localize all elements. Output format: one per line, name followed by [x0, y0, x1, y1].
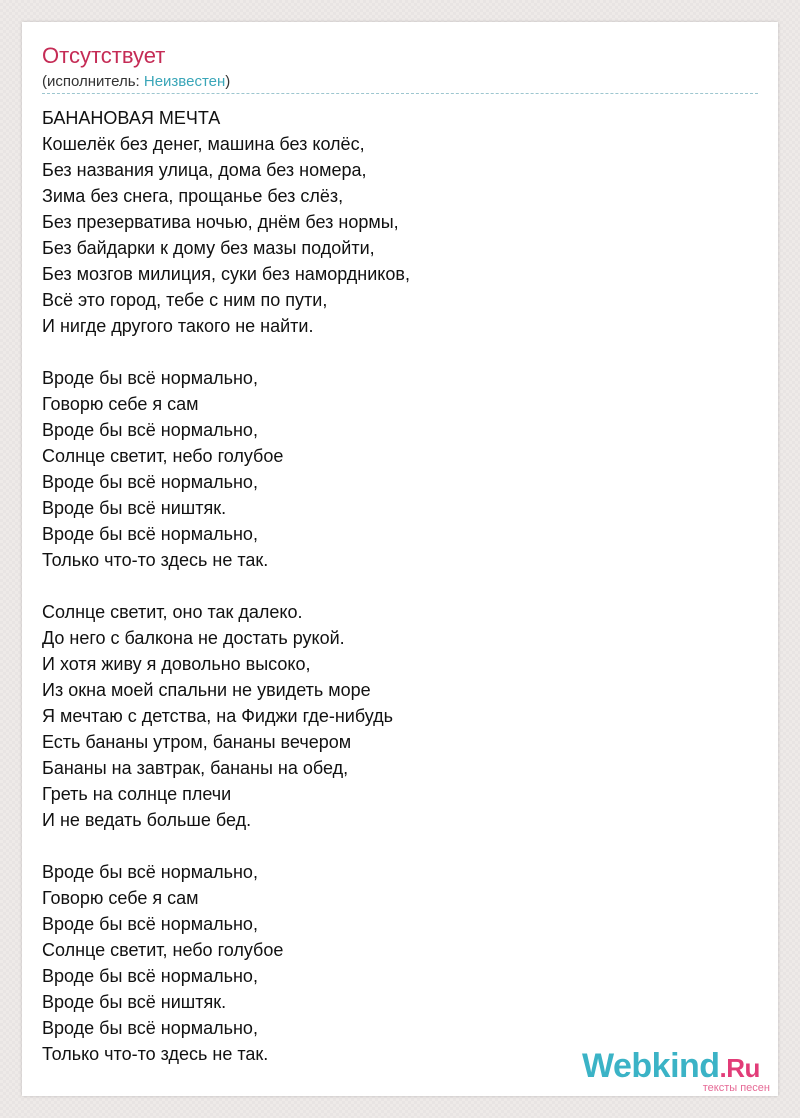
lyric-line: Вроде бы всё ништяк.	[42, 498, 227, 518]
site-watermark	[582, 1046, 776, 1096]
lyrics-card	[22, 22, 778, 1096]
lyric-line: И хотя живу я довольно высоко,	[42, 654, 311, 674]
lyric-line: Бананы на завтрак, бананы на обед,	[42, 758, 349, 778]
lyric-line: Вроде бы всё нормально,	[42, 966, 258, 986]
artist-suffix: )	[225, 73, 231, 90]
lyric-line: И нигде другого такого не найти.	[42, 316, 314, 336]
title-divider	[42, 93, 758, 94]
lyric-line: Вроде бы всё нормально,	[42, 472, 258, 492]
lyric-line: Вроде бы всё нормально,	[42, 368, 258, 388]
lyric-line: Солнце светит, оно так далеко.	[42, 602, 303, 622]
lyric-line: Только что-то здесь не так.	[42, 1044, 269, 1064]
song-title: Отсутствует	[42, 43, 166, 68]
lyric-line: Без презерватива ночью, днём без нормы,	[42, 212, 399, 232]
lyric-line: Всё это город, тебе с ним по пути,	[42, 290, 328, 310]
lyric-line: Вроде бы всё нормально,	[42, 914, 258, 934]
lyric-line: До него с балкона не достать рукой.	[42, 628, 345, 648]
stanza-gap	[42, 833, 758, 859]
artist-link[interactable]: Неизвестен	[143, 73, 226, 90]
lyric-line: Кошелёк без денег, машина без колёс,	[42, 134, 365, 154]
lyric-line: Солнце светит, небо голубое	[42, 446, 284, 466]
watermark-brand: Webkind	[582, 1047, 720, 1085]
artist-line	[42, 72, 230, 92]
lyric-line: Зима без снега, прощанье без слёз,	[42, 186, 344, 206]
lyric-line: И не ведать больше бед.	[42, 810, 252, 830]
lyric-line: Только что-то здесь не так.	[42, 550, 269, 570]
watermark-suffix: .Ru	[719, 1053, 760, 1083]
lyric-line: Есть бананы утром, бананы вечером	[42, 732, 352, 752]
lyric-line: Без мозгов милиция, суки без намордников,	[42, 264, 410, 284]
artist-prefix: (исполнитель:	[42, 73, 144, 90]
lyric-line: Говорю себе я сам	[42, 394, 199, 414]
lyric-line: Без байдарки к дому без мазы подойти,	[42, 238, 375, 258]
lyric-line: Из окна моей спальни не увидеть море	[42, 680, 371, 700]
lyric-line: Вроде бы всё нормально,	[42, 862, 258, 882]
lyrics-text	[42, 105, 758, 1067]
stanza-gap	[42, 573, 758, 599]
lyric-line: Солнце светит, небо голубое	[42, 940, 284, 960]
stanza-gap	[42, 339, 758, 365]
lyric-line: БАНАНОВАЯ МЕЧТА	[42, 108, 221, 128]
lyric-line: Вроде бы всё нормально,	[42, 524, 258, 544]
lyric-line: Вроде бы всё ништяк.	[42, 992, 227, 1012]
lyric-line: Я мечтаю с детства, на Фиджи где-нибудь	[42, 706, 394, 726]
lyric-line: Греть на солнце плечи	[42, 784, 232, 804]
lyric-line: Вроде бы всё нормально,	[42, 420, 258, 440]
lyric-line: Без названия улица, дома без номера,	[42, 160, 367, 180]
watermark-tagline: тексты песен	[702, 1082, 770, 1094]
lyric-line: Вроде бы всё нормально,	[42, 1018, 258, 1038]
lyric-line: Говорю себе я сам	[42, 888, 199, 908]
